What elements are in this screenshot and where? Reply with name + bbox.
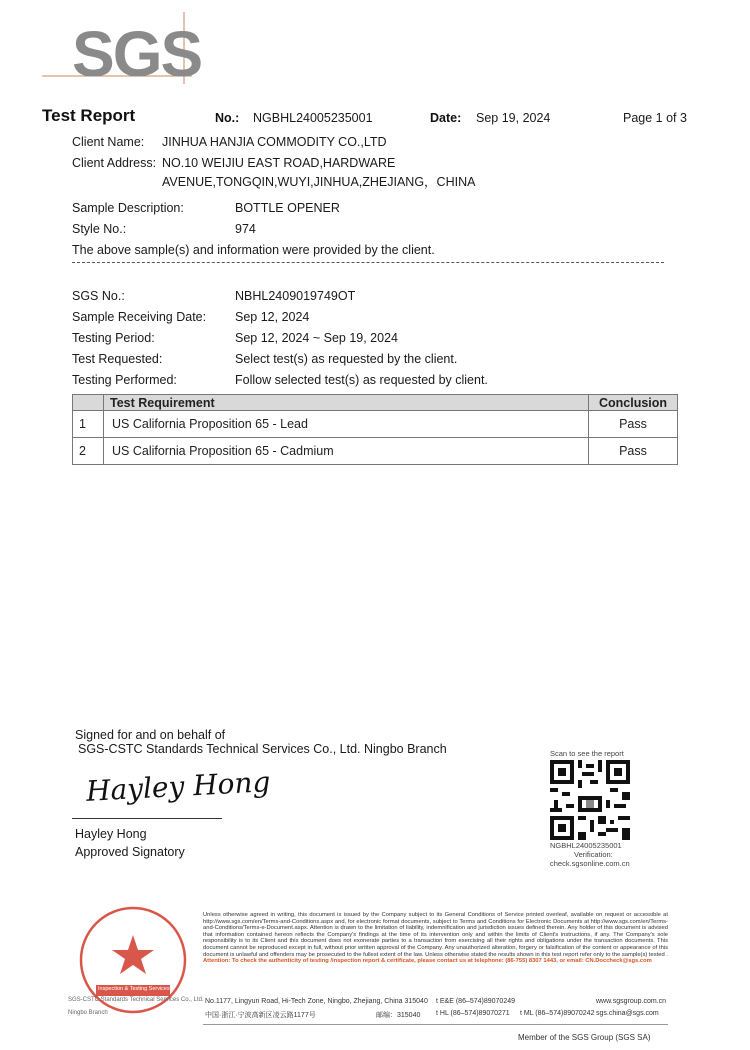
date-label: Date:: [430, 111, 462, 125]
testing-period-value: Sep 12, 2024 ~ Sep 19, 2024: [235, 331, 398, 345]
testing-period-label: Testing Period:: [72, 331, 155, 345]
terms-body: Unless otherwise agreed in writing, this document is issued by the Company subject to its General Conditions of Service printed overleaf, available on request or accessible at http://www.sgs.com/en/Terms-and-Conditions.aspx and, for electronic format documents, subject to Terms and Conditions for Electronic Documents at http://www.sgs.com/en/Terms-and-Conditions/Terms-e-Document.aspx. Attention is drawn to the limitation of liability, indemnification and jurisdiction issues defined therein. Any holder of this document is advised that information contained hereon reflects the Company's findings at the time of its intervention only and within the limits of Client's instructions, if any. The Company's sole responsibility is to its Client and this document does not exonerate parties to a transaction from exercising all their rights and obligations under the transaction documents. This document cannot be reproduced except in full, without prior written approval of the Company. Any unauthorized alteration, forgery or falsification of the content or appearance of this document is unlawful and offenders may be prosecuted to the fullest extent of the law. Unless otherwise stated the results shown in this test report refer only to the sample(s) tested .: [203, 912, 668, 958]
footer-postcode-cn: 邮编：315040: [376, 1012, 421, 1019]
test-requested-value: Select test(s) as requested by the client.: [235, 352, 458, 366]
qr-code-icon[interactable]: [550, 760, 630, 840]
row-num: 1: [73, 411, 104, 438]
company-seal: [68, 905, 198, 1025]
sgs-logo: [42, 12, 202, 90]
signatory-title: Approved Signatory: [75, 845, 185, 859]
row-conclusion: Pass: [589, 411, 678, 438]
client-address-label: Client Address:: [72, 156, 157, 170]
client-address-line2: AVENUE,TONGQIN,WUYI,JINHUA,ZHEJIANG，CHINA: [162, 175, 476, 189]
terms-fine-print: [203, 912, 668, 965]
testing-performed-value: Follow selected test(s) as requested by client.: [235, 373, 488, 387]
sample-desc-label: Sample Description:: [72, 201, 184, 215]
handwritten-signature: Hayley Hong: [85, 765, 272, 808]
verification-url[interactable]: check.sgsonline.com.cn: [550, 859, 630, 868]
footer-tel-ee: t E&E (86–574)89070249: [436, 998, 516, 1005]
divider: [72, 262, 664, 263]
header-conclusion: Conclusion: [589, 395, 678, 411]
footer-address-en: No.1177, Lingyun Road, Hi-Tech Zone, Ningbo, Zhejiang, China 315040: [205, 998, 428, 1005]
row-num: 2: [73, 438, 104, 465]
footer-tel-ml: t ML (86–574)89070242: [520, 1010, 595, 1017]
logo-text: SGS: [72, 18, 202, 90]
verification-label: Verification:: [574, 850, 613, 859]
row-requirement: US California Proposition 65 - Cadmium: [104, 438, 589, 465]
footer-website[interactable]: www.sgsgroup.com.cn: [596, 998, 667, 1005]
footer-rule: [203, 1024, 668, 1025]
row-requirement: US California Proposition 65 - Lead: [104, 411, 589, 438]
receiving-date-label: Sample Receiving Date:: [72, 310, 207, 324]
seal-inner-text: Inspection & Testing Services: [98, 986, 170, 992]
client-name-value: JINHUA HANJIA COMMODITY CO.,LTD: [162, 135, 387, 149]
qr-scan-text: Scan to see the report: [550, 749, 624, 758]
sgs-no-label: SGS No.:: [72, 289, 125, 303]
signature-line: [72, 818, 222, 819]
sgs-no-value: NBHL2409019749OT: [235, 289, 356, 303]
footer-member: Member of the SGS Group (SGS SA): [518, 1033, 651, 1042]
footer-tel-hl: t HL (86–574)89070271: [436, 1010, 510, 1017]
date-value: Sep 19, 2024: [476, 111, 551, 125]
testing-performed-label: Testing Performed:: [72, 373, 177, 387]
row-conclusion: Pass: [589, 438, 678, 465]
report-title: Test Report: [42, 106, 136, 125]
signatory-name: Hayley Hong: [75, 827, 147, 841]
header-num: [73, 395, 104, 411]
sample-note: The above sample(s) and information were provided by the client.: [72, 243, 435, 257]
seal-branch-text: Ningbo Branch: [68, 1010, 108, 1016]
qr-code-text: NGBHL24005235001: [550, 841, 622, 850]
client-address-line1: NO.10 WEIJIU EAST ROAD,HARDWARE: [162, 156, 396, 170]
style-no-value: 974: [235, 222, 256, 236]
table-row: [73, 411, 678, 438]
table-header-row: [73, 395, 678, 411]
page-number: Page 1 of 3: [623, 111, 687, 125]
authenticity-attention: Attention: To check the authenticity of testing /inspection report & certificate, please contact us at telephone: (86-755) 8307 1443, or email: CN.Doccheck@sgs.com: [203, 958, 652, 965]
style-no-label: Style No.:: [72, 222, 127, 236]
results-table: [72, 394, 678, 465]
seal-company-text: SGS-CSTC Standards Technical Services Co., Ltd.: [68, 997, 204, 1003]
test-requested-label: Test Requested:: [72, 352, 163, 366]
sample-desc-value: BOTTLE OPENER: [235, 201, 340, 215]
signing-company: SGS-CSTC Standards Technical Services Co., Ltd. Ningbo Branch: [78, 742, 447, 756]
signed-for-text: Signed for and on behalf of: [75, 728, 226, 742]
footer-address-cn: 中国·浙江·宁波高新区凌云路1177号: [205, 1012, 316, 1019]
header-requirement: Test Requirement: [104, 395, 589, 411]
receiving-date-value: Sep 12, 2024: [235, 310, 310, 324]
footer-email[interactable]: sgs.china@sgs.com: [596, 1010, 659, 1017]
table-row: [73, 438, 678, 465]
client-name-label: Client Name:: [72, 135, 145, 149]
report-no-label: No.:: [215, 111, 240, 125]
report-no-value: NGBHL24005235001: [253, 111, 373, 125]
